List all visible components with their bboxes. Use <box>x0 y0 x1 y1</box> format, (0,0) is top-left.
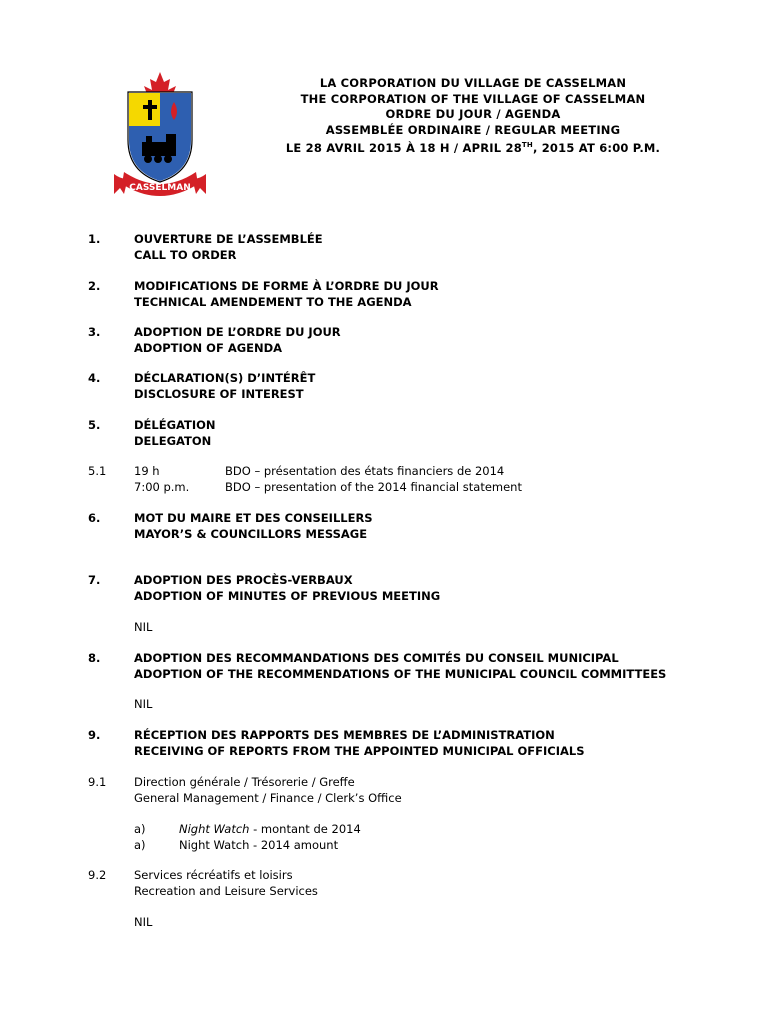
logo-banner-text: CASSELMAN <box>129 183 191 193</box>
casselman-logo <box>110 70 210 205</box>
header-line-4: ASSEMBLÉE ORDINAIRE / REGULAR MEETING <box>325 122 621 137</box>
document-header <box>268 76 678 157</box>
header-line-5: LE 28 AVRIL 2015 À 18 H / APRIL 28TH, 2015 AT 6:00 P.M. <box>285 141 661 156</box>
header-line-1: LA CORPORATION DU VILLAGE DE CASSELMAN <box>319 76 627 90</box>
header-line-3: ORDRE DU JOUR / AGENDA <box>385 107 561 122</box>
night-watch-fr: Night Watch - montant de 2014 <box>179 822 361 836</box>
header-line-2: THE CORPORATION OF THE VILLAGE OF CASSELMAN <box>300 91 646 106</box>
